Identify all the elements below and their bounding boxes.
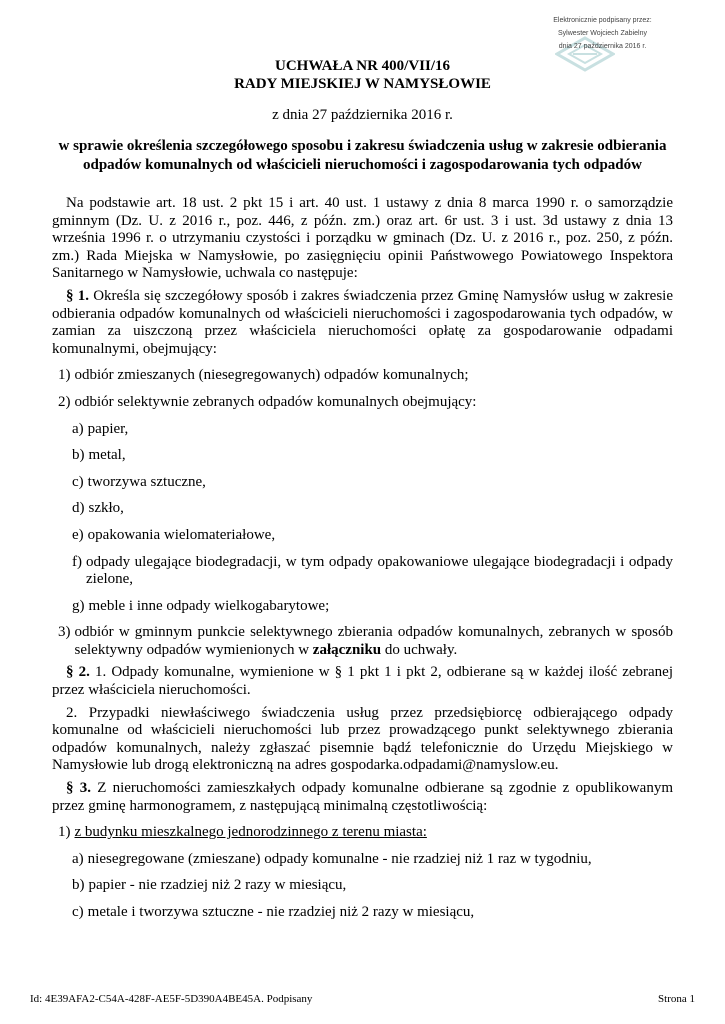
sub-list-item: g) meble i inne odpady wielkogabarytowe; [72,597,330,614]
attachment-reference: załączniku [312,641,382,658]
resolution-title [0,57,725,93]
sub-list-item: e) opakowania wielomateriałowe, [72,526,276,543]
sub-list-item: d) szkło, [72,500,124,517]
sub-list-item: a) niesegregowane (zmieszane) odpady komunalne - nie rzadziej niż 1 raz w tygodniu, [72,850,592,867]
section-1-label: § 1. [66,287,89,304]
list-item: 1) z budynku mieszkalnego jednorodzinnego z terenu miasta: [58,824,427,841]
resolution-date: z dnia 27 października 2016 r. [272,107,453,123]
list-item: 2) odbiór selektywnie zebranych odpadów komunalnych obejmujący: [58,393,477,410]
signature-line-2: Sylwester Wojciech Zabielny [558,30,647,37]
section-1-text: Określa się szczegółowy sposób i zakres świadczenia przez Gminę Namysłów usług w zakresie odbierania odpadów komunalnych od właścicieli nieruchomości i zagospodarowania tych odpadów, w zamian za uiszczoną przez właściciela nieruchomości opłatę za gospodarowanie odpadami komunalnymi, obejmujący: [52,287,673,357]
resolution-number: UCHWAŁA NR 400/VII/16 [274,58,451,74]
section-2-paragraph-2: 2. Przypadki niewłaściwego świadczenia usług przez przedsiębiorcę odbierającego odpady komunalne od właścicieli nieruchomości lub przez prowadzącego punkt selektywnego zbierania odpadów komunalnych, należy zgłaszać pisemnie bądź telefonicznie do Urzędu Miejskiego w Namysłowie lub drogą elektroniczną na adres gospodarka.odpadami@namyslow.eu. [52,704,673,774]
section-2-text: 1. Odpady komunalne, wymienione w § 1 pkt 1 i pkt 2, odbierane są w każdej ilość zebranej przez właściciela nieruchomości. [52,664,674,699]
resolution-subject [40,137,685,174]
subject-line-1: w sprawie określenia szczegółowego sposobu i zakresu świadczenia usług w zakresie odbierania [58,138,667,154]
list-item: 1) odbiór zmieszanych (niesegregowanych) odpadów komunalnych; [58,367,469,384]
council-name: RADY MIEJSKIEJ W NAMYSŁOWIE [234,76,491,92]
section-3-label: § 3. [66,780,91,797]
section-1 [52,288,673,358]
section-2-label: § 2. [66,664,90,681]
sub-list-item: c) metale i tworzywa sztuczne - nie rzadziej niż 2 razy w miesiącu, [72,904,475,920]
page-number: Strona 1 [658,993,695,1005]
sub-list-item: b) papier - nie rzadziej niż 2 razy w miesiącu, [72,877,347,894]
section-3-text: Z nieruchomości zamieszkałych odpady komunalne odbierane są zgodnie z opublikowanym przez gminę harmonogramem, z następującą minimalną częstotliwością: [52,780,673,814]
list-item: 3) odbiór w gminnym punkcie selektywnego zbierania odpadów komunalnych, zebranych w sposób selektywny odpadów wymienionych w załączniku do uchwały. [58,624,673,658]
sub-list-item: a) papier, [72,420,129,437]
section-2 [52,664,673,699]
signature-line-1: Elektronicznie podpisany przez: [553,17,652,24]
section-3 [52,780,673,815]
sub-list-item: b) metal, [72,447,126,464]
signature-line-3: dnia 27 października 2016 r. [558,43,647,50]
subject-line-2: odpadów komunalnych od właścicieli nieruchomości i zagospodarowania tych odpadów [83,156,642,173]
preamble: Na podstawie art. 18 ust. 2 pkt 15 i art. 40 ust. 1 ustawy z dnia 8 marca 1990 r. o samorządzie gminnym (Dz. U. z 2016 r., poz. 446, z późn. zm.) oraz art. 6r ust. 3 i ust. 3d ustawy z dnia 13 września 1996 r. o utrzymaniu czystości i porządku w gminach (Dz. U. z 2016 r., poz. 250, z późn. zm.) Rada Miejska w Namysłowie, po zasięgnięciu opinii Państwowego Powiatowego Inspektora Sanitarnego w Namysłowie, uchwala co następuje: [52,195,673,282]
sub-list-item: f) odpady ulegające biodegradacji, w tym odpady opakowaniowe ulegające biodegradacji i odpady zielone, [72,553,673,588]
document-body [52,195,673,922]
sub-list-item: c) tworzywa sztuczne, [72,473,206,490]
document-id: Id: 4E39AFA2-C54A-428F-AE5F-5D390A4BE45A. Podpisany [30,993,313,1005]
